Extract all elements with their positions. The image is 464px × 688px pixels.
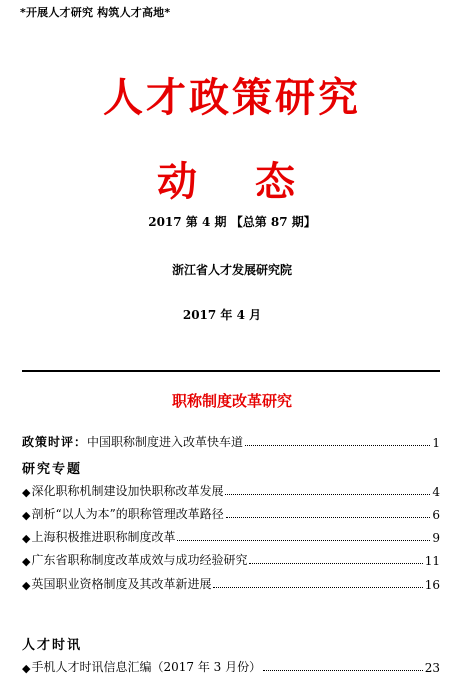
section-title: 职称制度改革研究: [171, 392, 292, 410]
toc-entry[interactable]: [22, 657, 440, 675]
toc-entry-text: 深化职称机制建设加快职称改革发展: [31, 484, 224, 498]
diamond-bullet-icon: ◆: [22, 579, 31, 592]
toc-heading-special: 研究专题: [22, 462, 83, 477]
publication-title: 人才政策研究: [103, 74, 361, 121]
toc-entry-text: 英国职业资格制度及其改革新进展: [31, 577, 212, 591]
toc-entry-text: 广东省职称制度改革成效与成功经验研究: [31, 553, 248, 567]
toc-entry-commentary[interactable]: [22, 432, 440, 450]
toc-entry[interactable]: [22, 504, 440, 522]
toc-entry-page: 23: [424, 661, 440, 675]
toc-leader-dots: [263, 670, 423, 671]
toc-leader-dots: [213, 587, 422, 588]
diamond-bullet-icon: ◆: [22, 532, 31, 545]
toc-entry[interactable]: [22, 574, 440, 592]
toc-entry-text: 手机人才时讯信息汇编（2017 年 3 月份）: [31, 660, 262, 674]
toc-entry-text: 上海积极推进职称制度改革: [31, 530, 176, 544]
toc-leader-dots: [225, 494, 430, 495]
header-slogan: *开展人才研究 构筑人才高地*: [20, 6, 171, 19]
toc-leader-dots: [177, 540, 430, 541]
toc-entry-page: 4: [432, 485, 440, 499]
publisher-name: 浙江省人才发展研究院: [171, 263, 292, 277]
toc-leader-dots: [226, 517, 431, 518]
diamond-bullet-icon: ◆: [22, 509, 31, 522]
toc-entry-page: 16: [424, 578, 440, 592]
toc-heading-news: 人才时讯: [22, 638, 83, 653]
publication-date: 2017 年 4 月: [182, 308, 262, 322]
toc-entry[interactable]: [22, 527, 440, 545]
publication-subtitle: 动 态: [157, 158, 317, 205]
toc-entry-page: 1: [432, 436, 440, 450]
diamond-bullet-icon: ◆: [22, 555, 31, 568]
divider-line: [22, 370, 440, 372]
toc-entry-label: 政策时评：: [22, 435, 88, 449]
toc-entry[interactable]: [22, 550, 440, 568]
toc-entry-page: 6: [432, 508, 440, 522]
toc-leader-dots: [245, 445, 430, 446]
toc-entry-page: 11: [424, 554, 440, 568]
diamond-bullet-icon: ◆: [22, 662, 31, 675]
toc-leader-dots: [249, 563, 422, 564]
toc-entry-page: 9: [432, 531, 440, 545]
issue-number: 2017 第 4 期 【总第 87 期】: [148, 215, 316, 229]
diamond-bullet-icon: ◆: [22, 486, 31, 499]
toc-entry[interactable]: [22, 481, 440, 499]
toc-entry-text: 中国职称制度进入改革快车道: [87, 435, 244, 449]
toc-entry-text: 剖析“以人为本”的职称管理改革路径: [31, 507, 224, 521]
